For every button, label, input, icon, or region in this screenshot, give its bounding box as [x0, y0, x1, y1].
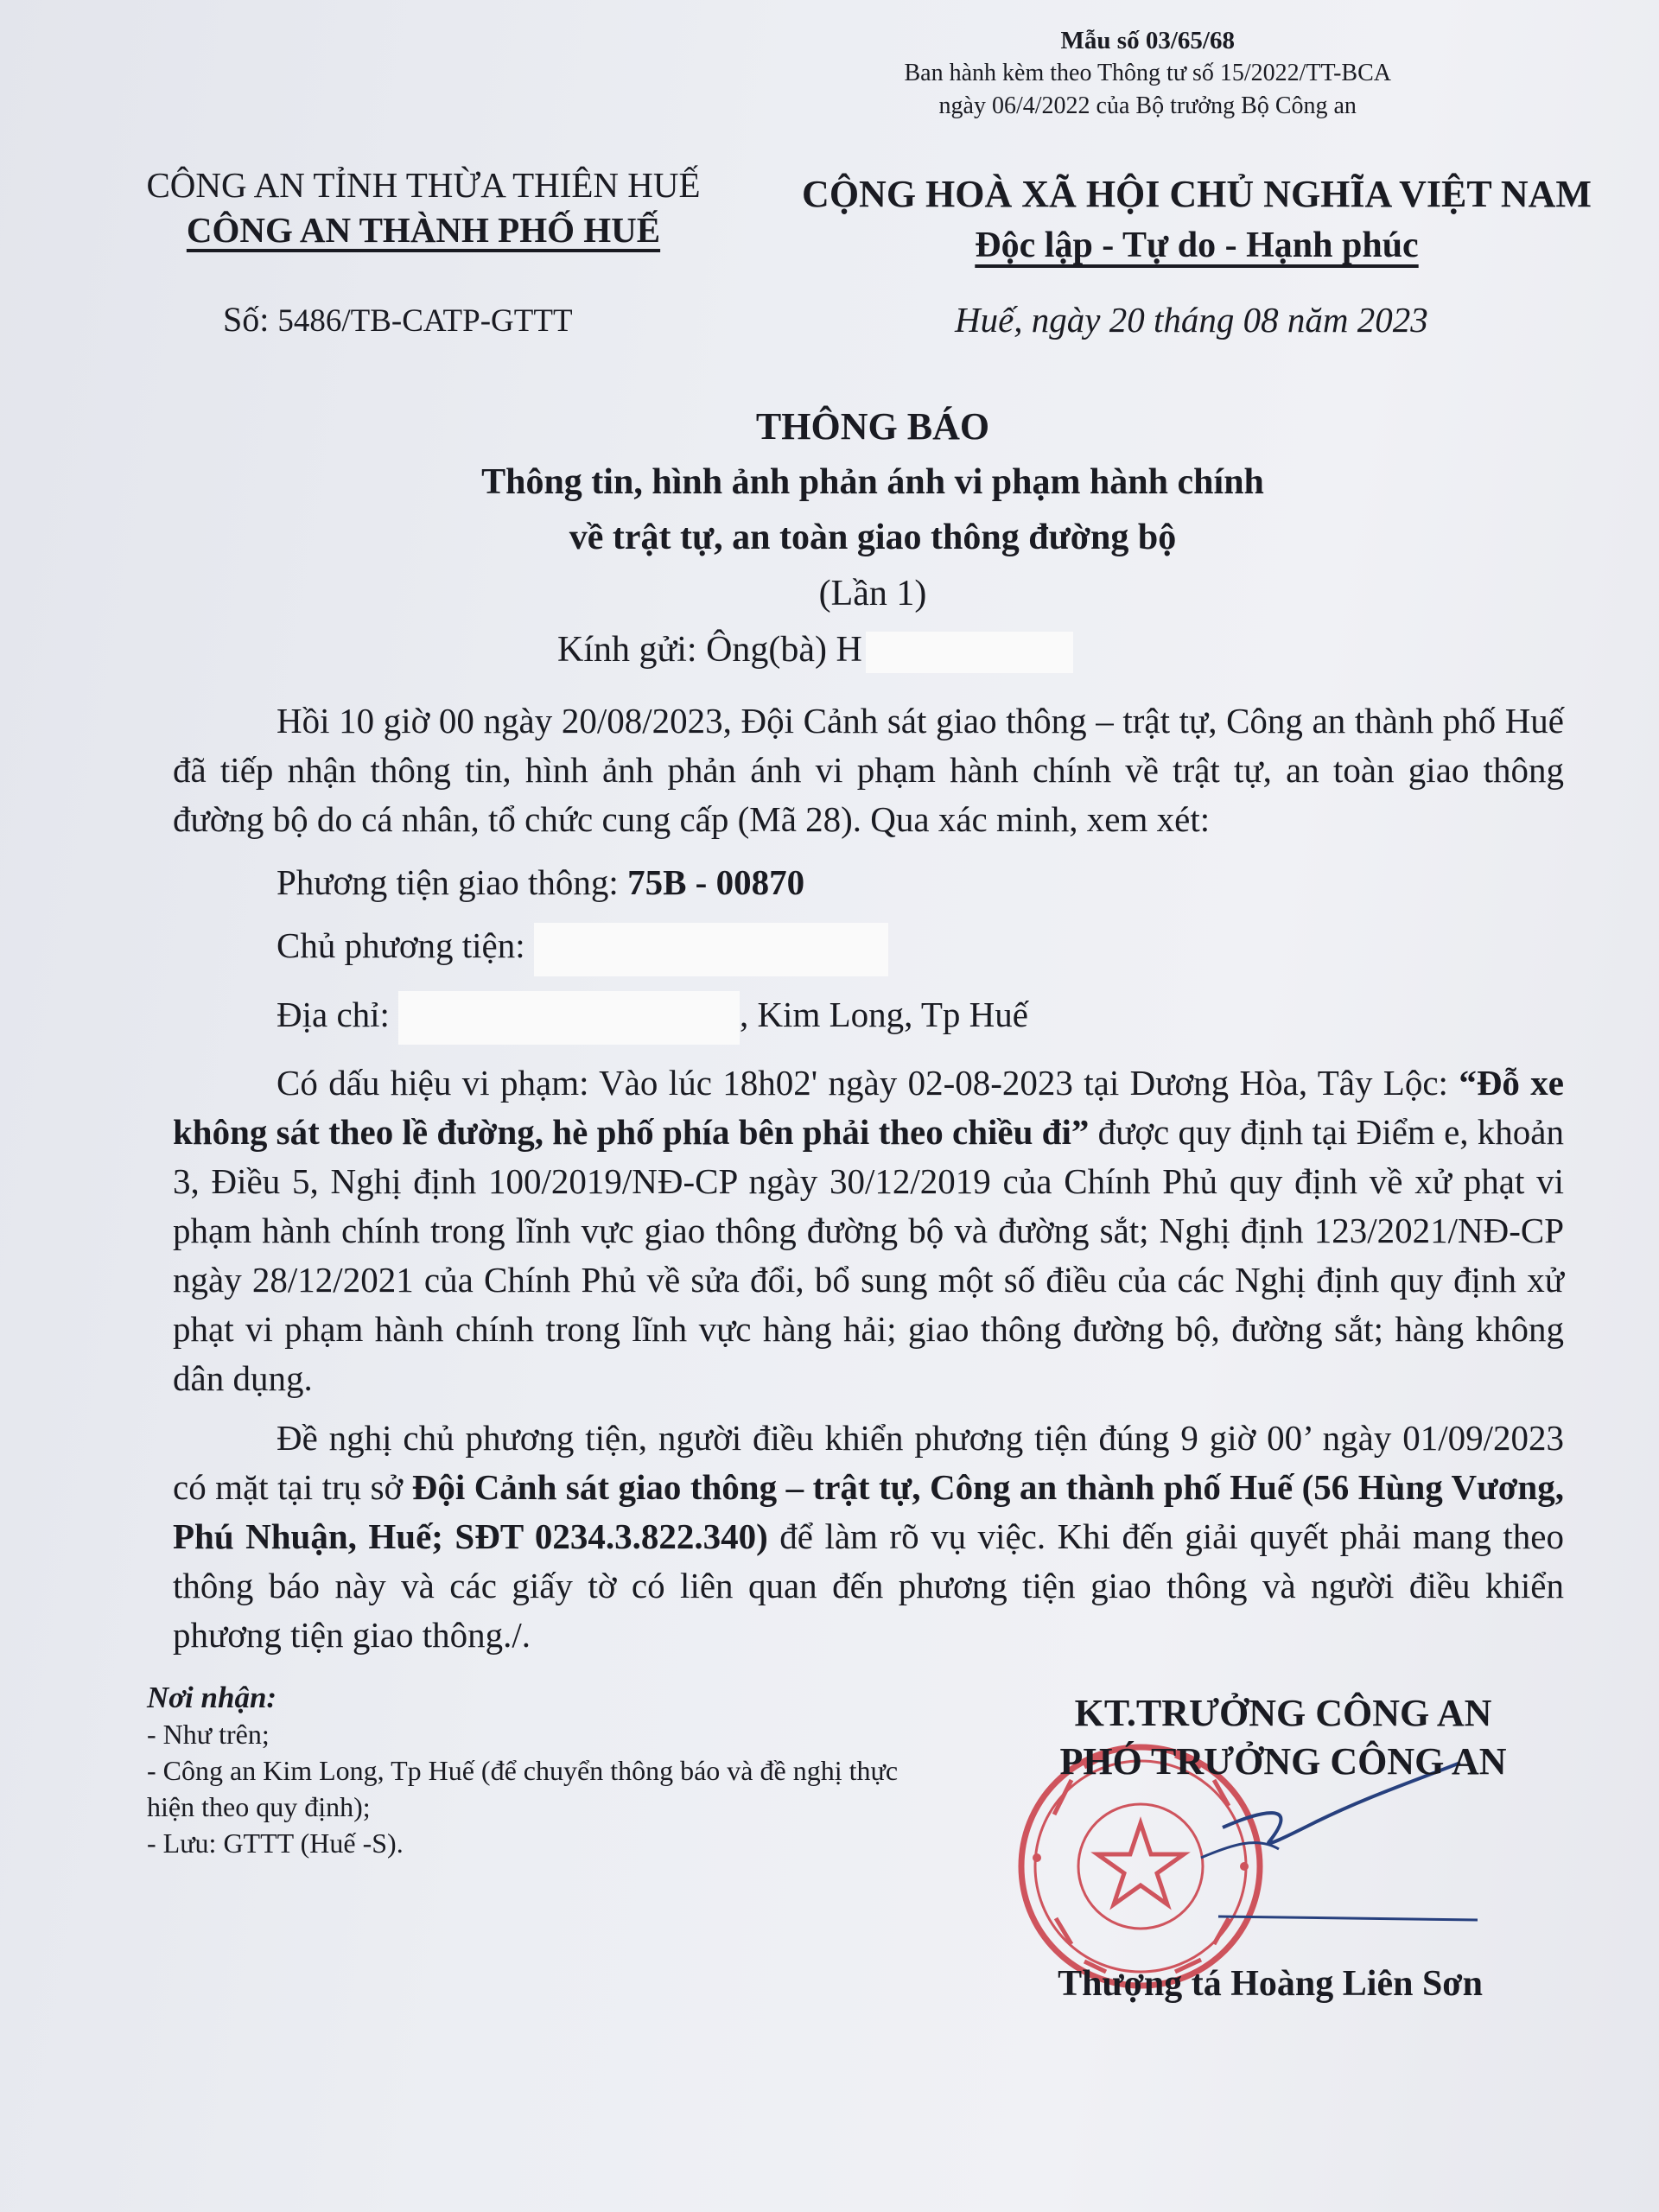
vehicle-label: Phương tiện giao thông:	[276, 862, 628, 902]
form-reference	[905, 24, 1392, 123]
signature-title-1: KT.TRƯỞNG CÔNG AN	[1074, 1692, 1492, 1734]
nation-header	[795, 169, 1599, 270]
vehicle-line	[173, 858, 1564, 907]
office-address: Đội Cảnh sát giao thông – trật tự, Công an thành phố Huế (56 Hùng Vương, Phú Nhuận, Huế; SĐT 0234.3.822.340)	[173, 1467, 1564, 1557]
doc-subtitle-2: về trật tự, an toàn giao thông đường bộ	[569, 518, 1177, 557]
document-number-value: 5486/TB-CATP-GTTT	[277, 303, 573, 339]
redaction-box	[534, 923, 888, 976]
signer-name: Thượng tá Hoàng Liên Sơn	[1058, 1964, 1483, 2004]
paragraph-violation: Có dấu hiệu vi phạm: Vào lúc 18h02' ngày 02-08-2023 tại Dương Hòa, Tây Lộc: “Đỗ xe không sát theo lề đường, hè phố phía bên phải theo chiều đi” được quy định tại Điểm e, khoản 3, Điều 5, Nghị định 100/2019/NĐ-CP ngày 30/12/2019 của Chính Phủ quy định về xử phạt vi phạm hành chính trong lĩnh vực giao thông đường bộ và đường sắt; Nghị định 123/2021/NĐ-CP ngày 28/12/2021 của Chính Phủ về sửa đổi, bổ sung một số điều của các Nghị định quy định xử phạt vi phạm hành chính trong lĩnh vực hàng hải; giao thông đường bộ, đường sắt; hàng không dân dụng.	[173, 1063, 1565, 1399]
addressee-line	[557, 629, 1073, 673]
form-circular-date: ngày 06/4/2022 của Bộ trưởng Bộ Công an	[938, 92, 1357, 119]
recipients-heading: Nơi nhận:	[147, 1681, 277, 1714]
redaction-box	[398, 991, 740, 1045]
agency-parent: CÔNG AN TỈNH THỪA THIÊN HUẾ	[146, 165, 701, 205]
signature-block	[1002, 1689, 1564, 1786]
paragraph-request: Đề nghị chủ phương tiện, người điều khiển phương tiện đúng 9 giờ 00’ ngày 01/09/2023 có mặt tại trụ sở Đội Cảnh sát giao thông – trật tự, Công an thành phố Huế (56 Hùng Vương, Phú Nhuận, Huế; SĐT 0234.3.822.340) để làm rõ vụ việc. Khi đến giải quyết phải mang theo thông báo này và các giấy tờ có liên quan đến phương tiện giao thông và người điều khiển phương tiện giao thông./.	[173, 1418, 1564, 1656]
doc-round: (Lần 1)	[818, 574, 927, 613]
address-tail: , Kim Long, Tp Huế	[739, 994, 1028, 1034]
violation-description: “Đỗ xe không sát theo lề đường, hè phố phía bên phải theo chiều đi”	[173, 1063, 1565, 1153]
recipient-item: - Như trên;	[147, 1719, 270, 1750]
address-label: Địa chỉ:	[276, 994, 390, 1034]
signature-title-2: PHÓ TRƯỞNG CÔNG AN	[1059, 1740, 1507, 1783]
doc-subtitle-1: Thông tin, hình ảnh phản ánh vi phạm hành chính	[481, 462, 1264, 502]
owner-line	[173, 921, 1564, 976]
nation-name: CỘNG HOÀ XÃ HỘI CHỦ NGHĨA VIỆT NAM	[802, 173, 1592, 215]
recipient-item: - Công an Kim Long, Tp Huế (để chuyển thông báo và đề nghị thực hiện theo quy định);	[147, 1755, 899, 1822]
nation-motto: Độc lập - Tự do - Hạnh phúc	[975, 226, 1419, 265]
document-number	[223, 299, 573, 340]
form-code: Mẫu số 03/65/68	[1060, 27, 1235, 54]
doc-title: THÔNG BÁO	[755, 405, 990, 448]
recipient-item: - Lưu: GTTT (Huế -S).	[147, 1827, 404, 1859]
body-text	[173, 696, 1564, 1660]
addressee-label: Kính gửi: Ông(bà) H	[557, 630, 862, 670]
form-circular: Ban hành kèm theo Thông tư số 15/2022/TT-BCA	[904, 60, 1391, 86]
paragraph-receipt: Hồi 10 giờ 00 ngày 20/08/2023, Đội Cảnh sát giao thông – trật tự, Công an thành phố Huế đã tiếp nhận thông tin, hình ảnh phản ánh vi phạm hành chính về trật tự, an toàn giao thông đường bộ do cá nhân, tổ chức cung cấp (Mã 28). Qua xác minh, xem xét:	[173, 701, 1564, 839]
redaction-box	[866, 632, 1073, 673]
nation-motto-wrap	[795, 219, 1599, 270]
owner-label: Chủ phương tiện:	[276, 925, 525, 965]
vehicle-plate: 75B - 00870	[627, 862, 805, 902]
address-line	[173, 990, 1564, 1046]
document-number-label: Số:	[223, 300, 270, 339]
title-block	[259, 399, 1486, 622]
document-date: Huế, ngày 20 tháng 08 năm 2023	[955, 300, 1428, 340]
agency-name: CÔNG AN THÀNH PHỐ HUẾ	[186, 210, 661, 250]
agency-header	[121, 162, 726, 252]
recipients	[147, 1680, 925, 1861]
